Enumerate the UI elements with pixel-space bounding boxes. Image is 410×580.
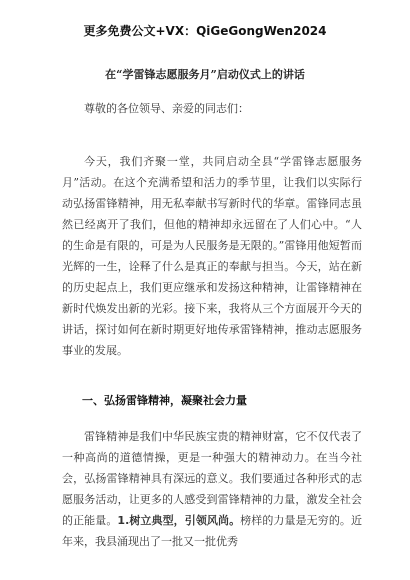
- point-1-label: 1.树立典型，引领风尚。: [117, 514, 241, 527]
- section-1-text-start: 雷锋精神是我们中华民族宝贵的精神财富，它不仅代表了一种高尚的道德情操，更是一种强大的精神动力。在当今社会，弘扬雷锋精神具有深远的意义。我们要通过各种形式的志愿服务活动，让更多的人感受到雷锋精神的力量，激发全社会的正能量。: [62, 430, 362, 527]
- section-1-paragraph: [62, 426, 362, 552]
- intro-paragraph: 今天，我们齐聚一堂，共同启动全县“学雷锋志愿服务月”活动。在这个充满希望和活力的季节里，让我们以实际行动弘扬雷锋精神，用无私奉献书写新时代的华章。雷锋同志虽然已经离开了我们，但他的精神却永远留在了人们心中。“人的生命是有限的，可是为人民服务是无限的。”雷锋用他短暂而光辉的一生，诠释了什么是真正的奉献与担当。今天，站在新的历史起点上，我们更应继承和发扬这种精神，让雷锋精神在新时代焕发出新的光彩。接下来，我将从三个方面展开今天的讲话，探讨如何在新时期更好地传承雷锋精神，推动志愿服务事业的发展。: [62, 155, 362, 357]
- speech-title: 在“学雷锋志愿服务月”启动仪式上的讲话: [105, 68, 305, 81]
- salutation: 尊敬的各位领导、亲爱的同志们：: [84, 102, 249, 115]
- section-heading-1: 一、弘扬雷锋精神，凝聚社会力量: [82, 394, 247, 407]
- promo-header: 更多免费公文+VX：QiGeGongWen2024: [83, 24, 327, 38]
- section-1-text-end: 榜样的力量是无穷的。近年来，我县涌现出了一批又一批优秀: [62, 514, 363, 548]
